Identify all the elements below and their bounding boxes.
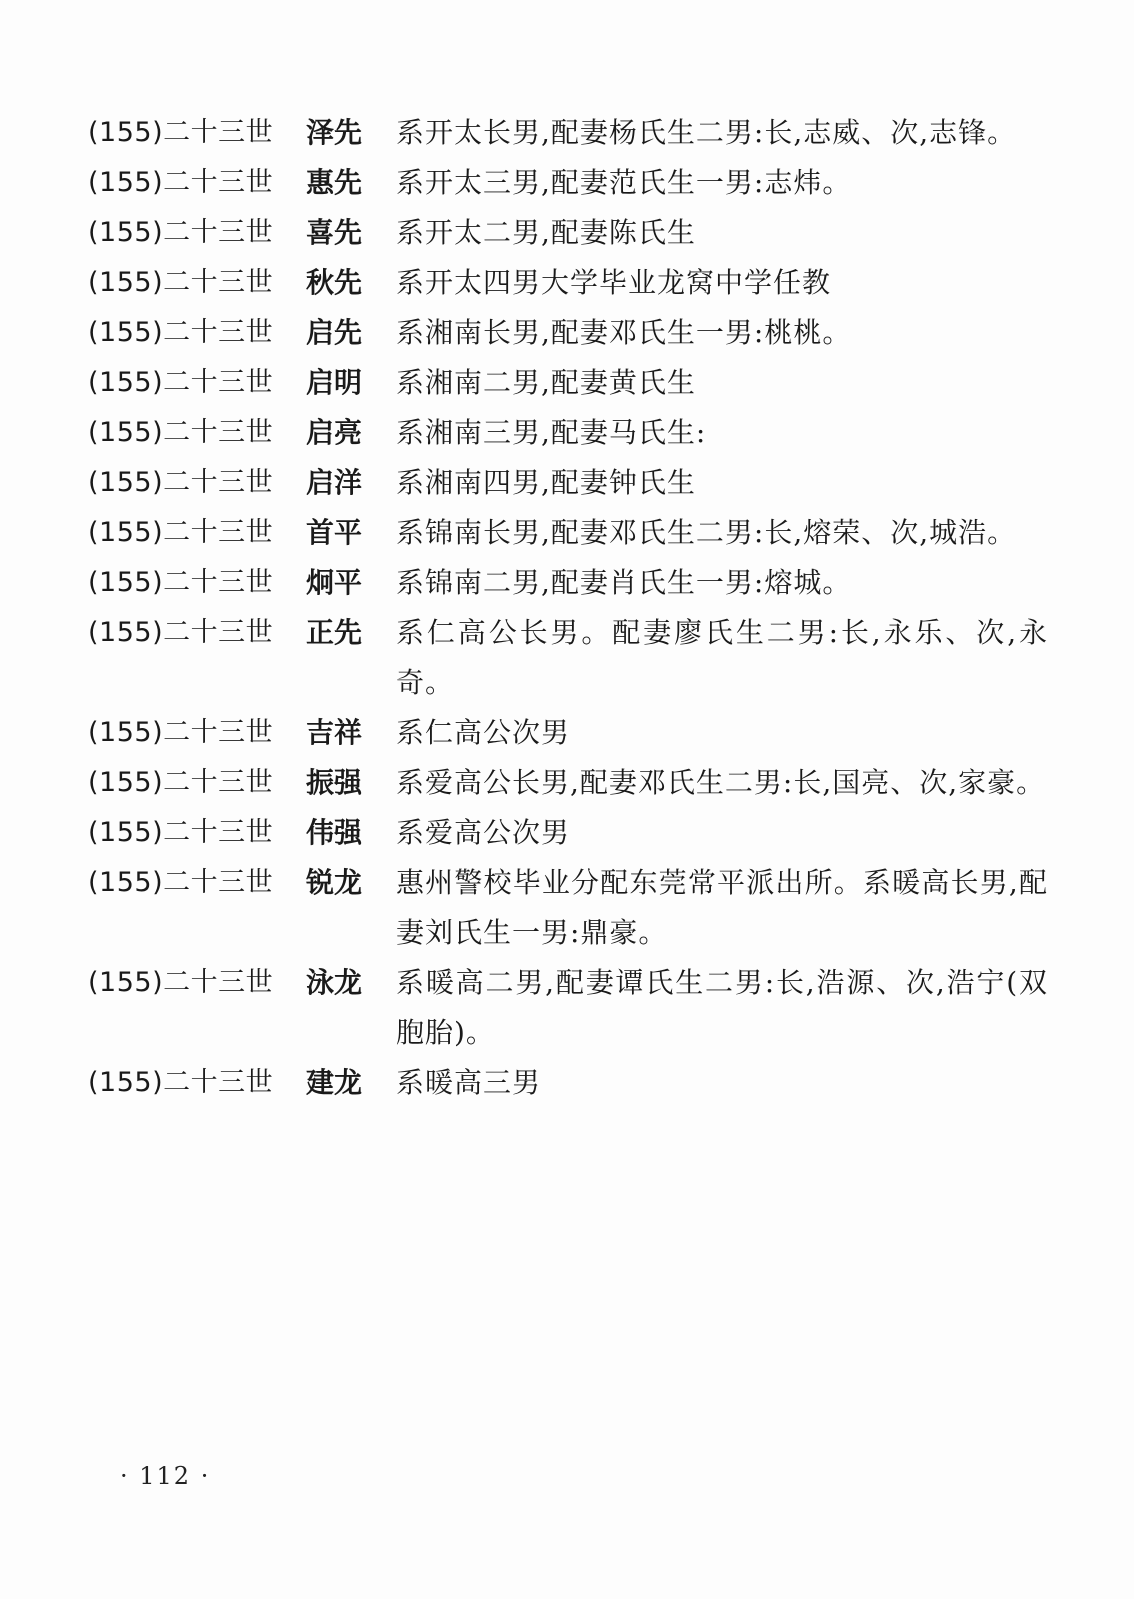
- entry-description: 系爱高公次男: [396, 816, 571, 849]
- genealogy-entry: [88, 508, 1048, 558]
- generation-label: (155)二十三世: [88, 817, 274, 848]
- person-name: 惠先: [306, 166, 363, 199]
- person-name: 启明: [306, 366, 363, 399]
- generation-label: (155)二十三世: [88, 167, 274, 198]
- entry-description: 系开太三男,配妻范氏生一男:志炜。: [396, 166, 852, 199]
- entry-description: 系开太四男大学毕业龙窝中学任教: [396, 266, 832, 299]
- entry-description: 系开太长男,配妻杨氏生二男:长,志威、次,志锋。: [396, 116, 1017, 149]
- genealogy-entry: [88, 208, 1048, 258]
- person-name: 喜先: [306, 216, 363, 249]
- person-name: 启亮: [306, 416, 363, 449]
- entry-description: 系暖高二男,配妻谭氏生二男:长,浩源、次,浩宁(双胞胎)。: [396, 966, 1048, 1049]
- entry-description: 系湘南四男,配妻钟氏生: [396, 466, 696, 499]
- entry-description: 系仁高公次男: [396, 716, 571, 749]
- person-name: 锐龙: [306, 866, 363, 899]
- person-name: 振强: [306, 766, 363, 799]
- genealogy-entry: [88, 608, 1048, 708]
- genealogy-entry: [88, 808, 1048, 858]
- generation-label: (155)二十三世: [88, 417, 274, 448]
- genealogy-entry-list: [88, 108, 1048, 1108]
- entry-description: 系湘南三男,配妻马氏生:: [396, 416, 707, 449]
- person-name: 秋先: [306, 266, 363, 299]
- generation-label: (155)二十三世: [88, 317, 274, 348]
- generation-label: (155)二十三世: [88, 867, 274, 898]
- genealogy-entry: [88, 358, 1048, 408]
- generation-label: (155)二十三世: [88, 767, 274, 798]
- generation-label: (155)二十三世: [88, 717, 274, 748]
- person-name: 伟强: [306, 816, 363, 849]
- generation-label: (155)二十三世: [88, 567, 274, 598]
- entry-description: 系开太二男,配妻陈氏生: [396, 216, 696, 249]
- genealogy-entry: [88, 108, 1048, 158]
- entry-description: 系湘南长男,配妻邓氏生一男:桃桃。: [396, 316, 852, 349]
- generation-label: (155)二十三世: [88, 967, 274, 998]
- entry-description: 系湘南二男,配妻黄氏生: [396, 366, 696, 399]
- genealogy-entry: [88, 958, 1048, 1058]
- genealogy-entry: [88, 1058, 1048, 1108]
- generation-label: (155)二十三世: [88, 367, 274, 398]
- genealogy-entry: [88, 458, 1048, 508]
- generation-label: (155)二十三世: [88, 517, 274, 548]
- entry-description: 系锦南长男,配妻邓氏生二男:长,熔荣、次,城浩。: [396, 516, 1017, 549]
- genealogy-entry: [88, 308, 1048, 358]
- page-number: · 112 ·: [120, 1462, 211, 1490]
- genealogy-entry: [88, 558, 1048, 608]
- entry-description: 系爱高公长男,配妻邓氏生二男:长,国亮、次,家豪。: [396, 766, 1046, 799]
- person-name: 泽先: [306, 116, 363, 149]
- entry-description: 惠州警校毕业分配东莞常平派出所。系暖高长男,配妻刘氏生一男:鼎豪。: [396, 866, 1048, 949]
- genealogy-entry: [88, 758, 1048, 808]
- person-name: 启先: [306, 316, 363, 349]
- person-name: 建龙: [306, 1066, 363, 1099]
- genealogy-entry: [88, 408, 1048, 458]
- person-name: 泳龙: [306, 966, 363, 999]
- genealogy-entry: [88, 158, 1048, 208]
- generation-label: (155)二十三世: [88, 117, 274, 148]
- entry-description: 系仁高公长男。配妻廖氏生二男:长,永乐、次,永奇。: [396, 616, 1048, 699]
- genealogy-entry: [88, 858, 1048, 958]
- entry-description: 系暖高三男: [396, 1066, 542, 1099]
- person-name: 首平: [306, 516, 363, 549]
- generation-label: (155)二十三世: [88, 617, 274, 648]
- generation-label: (155)二十三世: [88, 217, 274, 248]
- generation-label: (155)二十三世: [88, 1067, 274, 1098]
- person-name: 正先: [306, 616, 363, 649]
- entry-description: 系锦南二男,配妻肖氏生一男:熔城。: [396, 566, 852, 599]
- genealogy-entry: [88, 258, 1048, 308]
- person-name: 启洋: [306, 466, 363, 499]
- generation-label: (155)二十三世: [88, 467, 274, 498]
- person-name: 吉祥: [306, 716, 363, 749]
- person-name: 炯平: [306, 566, 363, 599]
- genealogy-entry: [88, 708, 1048, 758]
- generation-label: (155)二十三世: [88, 267, 274, 298]
